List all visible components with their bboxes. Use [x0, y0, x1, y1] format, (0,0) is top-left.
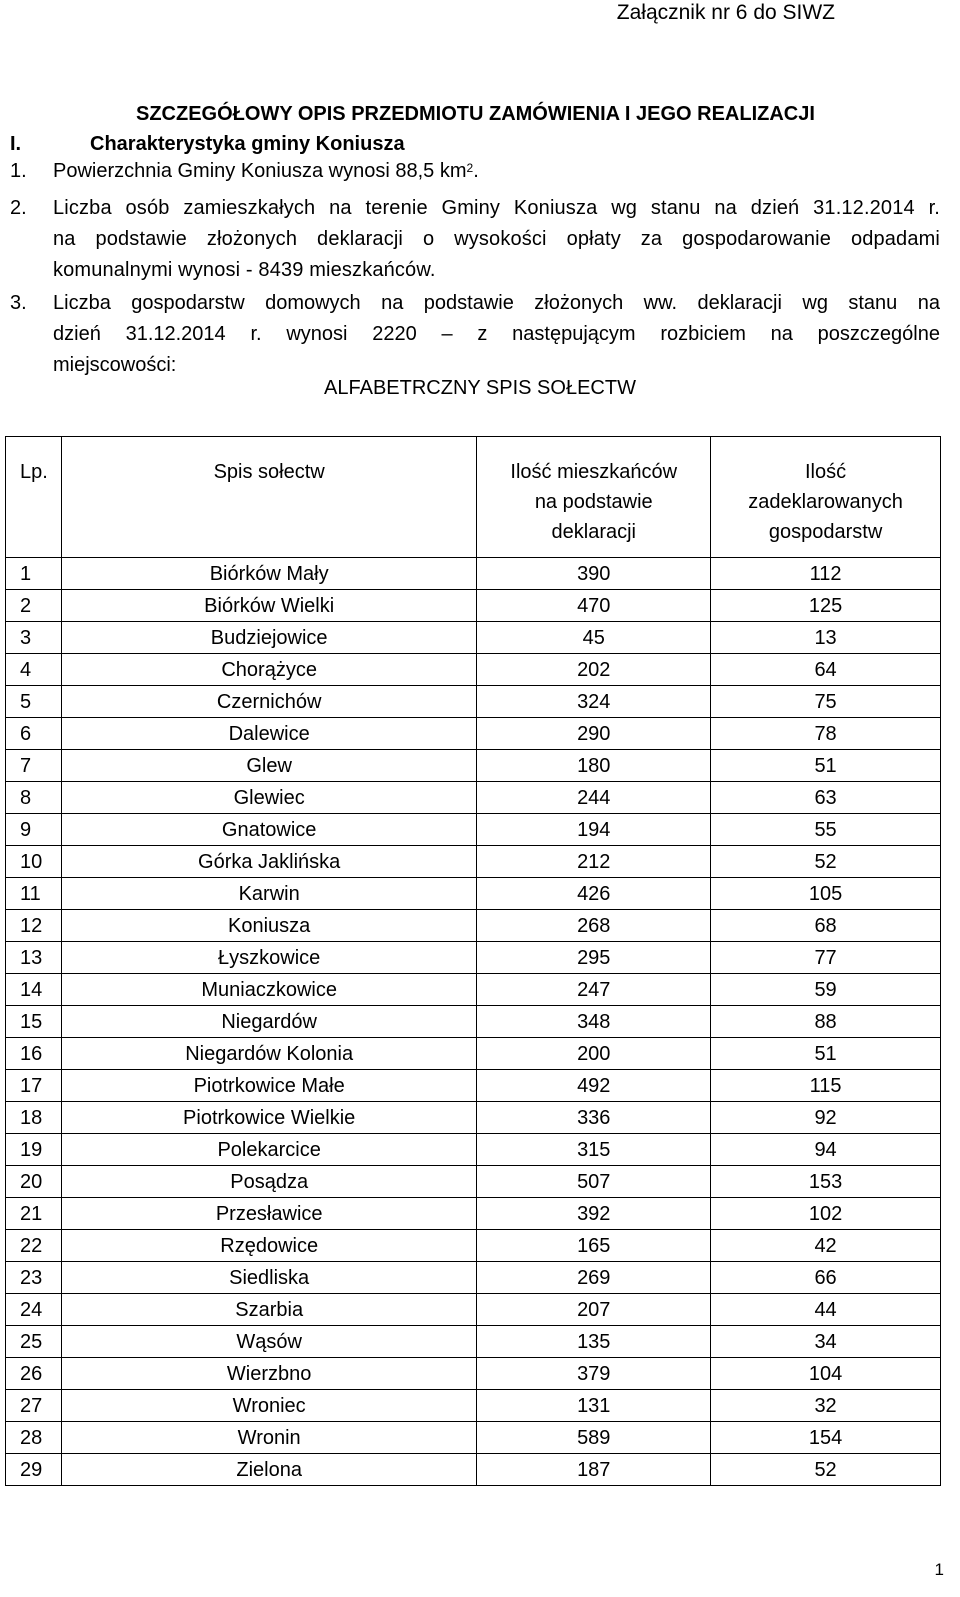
cell-households: 13 — [711, 622, 941, 654]
cell-lp: 2 — [6, 590, 62, 622]
table-row — [6, 622, 941, 654]
table-row — [6, 1390, 941, 1422]
cell-name: Biórków Wielki — [61, 590, 476, 622]
annex-label: Załącznik nr 6 do SIWZ — [616, 1, 835, 24]
table-row — [6, 782, 941, 814]
header-name: Spis sołectw — [61, 437, 476, 558]
header-residents-line: Ilość mieszkańców — [510, 461, 678, 483]
cell-residents: 392 — [477, 1198, 711, 1230]
cell-name: Wronin — [61, 1422, 476, 1454]
header-residents — [477, 437, 711, 558]
cell-name: Wroniec — [61, 1390, 476, 1422]
cell-lp: 20 — [6, 1166, 62, 1198]
cell-households: 64 — [711, 654, 941, 686]
cell-lp: 9 — [6, 814, 62, 846]
cell-households: 32 — [711, 1390, 941, 1422]
header-households — [711, 437, 941, 558]
cell-residents: 207 — [477, 1294, 711, 1326]
cell-name: Zielona — [61, 1454, 476, 1486]
area-text: Powierzchnia Gminy Koniusza wynosi 88,5 km — [53, 160, 467, 182]
header-households-line: zadeklarowanych — [748, 491, 903, 513]
cell-households: 55 — [711, 814, 941, 846]
cell-residents: 165 — [477, 1230, 711, 1262]
residents-line-1: Liczba osób zamieszkałych na terenie Gminy Koniusza wg stanu na dzień 31.12.2014 r. — [53, 197, 940, 219]
table-row — [6, 686, 941, 718]
cell-households: 78 — [711, 718, 941, 750]
cell-households: 112 — [711, 558, 941, 590]
cell-households: 66 — [711, 1262, 941, 1294]
cell-households: 63 — [711, 782, 941, 814]
table-row — [6, 1198, 941, 1230]
cell-lp: 13 — [6, 942, 62, 974]
cell-households: 44 — [711, 1294, 941, 1326]
table-row — [6, 1134, 941, 1166]
area-text-tail: . — [473, 160, 479, 182]
cell-residents: 295 — [477, 942, 711, 974]
cell-residents: 268 — [477, 910, 711, 942]
cell-name: Budziejowice — [61, 622, 476, 654]
header-households-line: gospodarstw — [768, 521, 883, 543]
table-row — [6, 1070, 941, 1102]
table-row — [6, 1422, 941, 1454]
cell-residents: 290 — [477, 718, 711, 750]
document-title: SZCZEGÓŁOWY OPIS PRZEDMIOTU ZAMÓWIENIA I JEGO REALIZACJI — [136, 103, 815, 125]
cell-name: Chorążyce — [61, 654, 476, 686]
cell-residents: 470 — [477, 590, 711, 622]
cell-name: Piotrkowice Małe — [61, 1070, 476, 1102]
cell-households: 59 — [711, 974, 941, 1006]
cell-lp: 26 — [6, 1358, 62, 1390]
table-row — [6, 814, 941, 846]
cell-lp: 19 — [6, 1134, 62, 1166]
cell-lp: 14 — [6, 974, 62, 1006]
cell-residents: 212 — [477, 846, 711, 878]
table-body — [6, 558, 941, 1486]
table-row — [6, 558, 941, 590]
cell-name: Biórków Mały — [61, 558, 476, 590]
cell-name: Glewiec — [61, 782, 476, 814]
cell-name: Górka Jaklińska — [61, 846, 476, 878]
cell-households: 153 — [711, 1166, 941, 1198]
cell-name: Wąsów — [61, 1326, 476, 1358]
cell-name: Muniaczkowice — [61, 974, 476, 1006]
cell-households: 51 — [711, 1038, 941, 1070]
table-row — [6, 1326, 941, 1358]
cell-lp: 4 — [6, 654, 62, 686]
cell-residents: 244 — [477, 782, 711, 814]
cell-lp: 29 — [6, 1454, 62, 1486]
cell-residents: 589 — [477, 1422, 711, 1454]
cell-residents: 45 — [477, 622, 711, 654]
cell-households: 88 — [711, 1006, 941, 1038]
cell-households: 154 — [711, 1422, 941, 1454]
cell-lp: 1 — [6, 558, 62, 590]
cell-lp: 18 — [6, 1102, 62, 1134]
point-households — [10, 288, 940, 381]
cell-residents: 492 — [477, 1070, 711, 1102]
cell-households: 102 — [711, 1198, 941, 1230]
point-number: 1. — [10, 160, 27, 182]
table-row — [6, 1006, 941, 1038]
cell-lp: 23 — [6, 1262, 62, 1294]
cell-households: 125 — [711, 590, 941, 622]
cell-households: 34 — [711, 1326, 941, 1358]
cell-lp: 6 — [6, 718, 62, 750]
cell-lp: 12 — [6, 910, 62, 942]
cell-name: Szarbia — [61, 1294, 476, 1326]
table-row — [6, 1038, 941, 1070]
cell-households: 42 — [711, 1230, 941, 1262]
cell-lp: 27 — [6, 1390, 62, 1422]
cell-residents: 247 — [477, 974, 711, 1006]
page-number: 1 — [934, 1560, 944, 1579]
cell-residents: 187 — [477, 1454, 711, 1486]
households-line-2: dzień 31.12.2014 r. wynosi 2220 – z następującym rozbiciem na poszczególne — [53, 323, 940, 345]
cell-name: Niegardów — [61, 1006, 476, 1038]
cell-name: Wierzbno — [61, 1358, 476, 1390]
cell-lp: 21 — [6, 1198, 62, 1230]
cell-households: 105 — [711, 878, 941, 910]
cell-residents: 348 — [477, 1006, 711, 1038]
table-row — [6, 942, 941, 974]
cell-name: Dalewice — [61, 718, 476, 750]
area-unit-superscript: 2 — [466, 161, 474, 175]
cell-residents: 131 — [477, 1390, 711, 1422]
cell-name: Przesławice — [61, 1198, 476, 1230]
cell-residents: 200 — [477, 1038, 711, 1070]
residents-line-3: komunalnymi wynosi - 8439 mieszkańców. — [53, 259, 436, 281]
table-row — [6, 1294, 941, 1326]
cell-residents: 390 — [477, 558, 711, 590]
cell-households: 92 — [711, 1102, 941, 1134]
cell-households: 68 — [711, 910, 941, 942]
households-line-1: Liczba gospodarstw domowych na podstawie złożonych ww. deklaracji wg stanu na — [53, 292, 940, 314]
point-area — [10, 156, 940, 187]
cell-households: 104 — [711, 1358, 941, 1390]
cell-residents: 379 — [477, 1358, 711, 1390]
cell-name: Polekarcice — [61, 1134, 476, 1166]
cell-lp: 28 — [6, 1422, 62, 1454]
table-row — [6, 846, 941, 878]
table-row — [6, 750, 941, 782]
cell-name: Gnatowice — [61, 814, 476, 846]
table-row — [6, 974, 941, 1006]
header-residents-line: deklaracji — [551, 521, 636, 543]
cell-name: Rzędowice — [61, 1230, 476, 1262]
cell-households: 52 — [711, 846, 941, 878]
header-lp: Lp. — [6, 437, 62, 558]
cell-lp: 8 — [6, 782, 62, 814]
cell-lp: 16 — [6, 1038, 62, 1070]
table-row — [6, 654, 941, 686]
point-text — [53, 156, 940, 187]
point-text — [53, 288, 940, 381]
residents-line-2: na podstawie złożonych deklaracji o wysokości opłaty za gospodarowanie odpadami — [53, 228, 940, 250]
cell-name: Niegardów Kolonia — [61, 1038, 476, 1070]
cell-name: Glew — [61, 750, 476, 782]
cell-lp: 10 — [6, 846, 62, 878]
table-row — [6, 1358, 941, 1390]
cell-lp: 11 — [6, 878, 62, 910]
point-number: 3. — [10, 292, 27, 314]
table-row — [6, 1166, 941, 1198]
cell-name: Koniusza — [61, 910, 476, 942]
cell-name: Siedliska — [61, 1262, 476, 1294]
cell-lp: 17 — [6, 1070, 62, 1102]
cell-residents: 426 — [477, 878, 711, 910]
cell-residents: 507 — [477, 1166, 711, 1198]
cell-name: Czernichów — [61, 686, 476, 718]
table-row — [6, 878, 941, 910]
cell-name: Posądza — [61, 1166, 476, 1198]
cell-households: 75 — [711, 686, 941, 718]
header-residents-line: na podstawie — [534, 491, 653, 513]
cell-households: 77 — [711, 942, 941, 974]
list-title-text: ALFABETRCZNY SPIS SOŁECTW — [324, 377, 636, 399]
households-line-3: miejscowości: — [53, 354, 177, 376]
cell-households: 52 — [711, 1454, 941, 1486]
cell-lp: 25 — [6, 1326, 62, 1358]
cell-lp: 15 — [6, 1006, 62, 1038]
cell-households: 94 — [711, 1134, 941, 1166]
cell-lp: 3 — [6, 622, 62, 654]
cell-name: Piotrkowice Wielkie — [61, 1102, 476, 1134]
table-row — [6, 1454, 941, 1486]
table-header-row — [6, 437, 941, 558]
cell-residents: 194 — [477, 814, 711, 846]
point-residents — [10, 193, 940, 286]
cell-name: Karwin — [61, 878, 476, 910]
cell-residents: 324 — [477, 686, 711, 718]
cell-residents: 135 — [477, 1326, 711, 1358]
cell-households: 51 — [711, 750, 941, 782]
table-row — [6, 1230, 941, 1262]
cell-residents: 180 — [477, 750, 711, 782]
cell-residents: 202 — [477, 654, 711, 686]
cell-households: 115 — [711, 1070, 941, 1102]
cell-residents: 336 — [477, 1102, 711, 1134]
cell-lp: 22 — [6, 1230, 62, 1262]
cell-lp: 5 — [6, 686, 62, 718]
cell-lp: 7 — [6, 750, 62, 782]
point-number: 2. — [10, 197, 27, 219]
section-heading — [10, 131, 405, 157]
cell-lp: 24 — [6, 1294, 62, 1326]
section-number: I. — [10, 133, 22, 155]
list-title — [0, 375, 960, 401]
cell-residents: 269 — [477, 1262, 711, 1294]
section-title: Charakterystyka gminy Koniusza — [90, 133, 405, 155]
villages-table — [5, 436, 941, 1486]
table-row — [6, 718, 941, 750]
header-households-line: Ilość — [805, 461, 847, 483]
cell-name: Łyszkowice — [61, 942, 476, 974]
cell-residents: 315 — [477, 1134, 711, 1166]
point-text — [53, 193, 940, 286]
table-row — [6, 1102, 941, 1134]
table-row — [6, 910, 941, 942]
table-row — [6, 590, 941, 622]
table-row — [6, 1262, 941, 1294]
